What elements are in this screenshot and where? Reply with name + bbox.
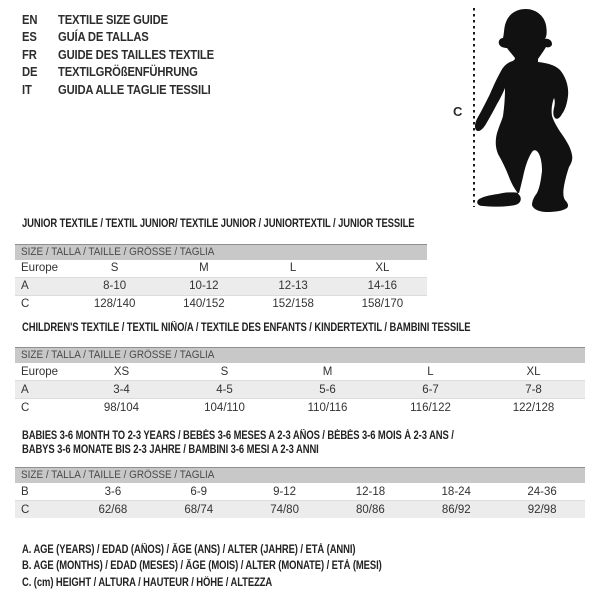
height-cell: 110/116 — [307, 401, 348, 414]
age-cell: 8-10 — [103, 280, 127, 292]
size-cell: M — [322, 365, 333, 378]
table-row-height — [15, 296, 427, 313]
legend — [22, 542, 600, 591]
table-row-age — [15, 381, 585, 399]
height-measure-figure — [452, 0, 600, 215]
language-code: FR — [22, 47, 37, 62]
age-cell: 4-5 — [216, 383, 233, 396]
age-cell: 12-13 — [278, 280, 308, 292]
language-row-es — [22, 29, 214, 47]
height-cell: 62/68 — [98, 503, 128, 516]
legend-line-c: C. (cm) HEIGHT / ALTURA / HAUTEUR / HÖHE / ALTEZZA — [22, 576, 273, 589]
children-table-title: CHILDREN'S TEXTILE / TEXTIL NIÑO/A / TEXTILE DES ENFANTS / KINDERTEXTIL / BAMBINI TESSILE — [22, 321, 471, 334]
size-cell: XL — [526, 365, 541, 378]
language-row-it — [22, 81, 214, 99]
height-cell: 158/170 — [361, 298, 404, 310]
age-cell: 10-12 — [189, 280, 219, 292]
language-title: TEXTILE SIZE GUIDE — [58, 12, 168, 27]
size-header-label: SIZE / TALLA / TAILLE / GRÖSSE / TAGLIA — [21, 469, 215, 481]
table-row-age-months — [15, 483, 585, 501]
age-cell: 7-8 — [525, 383, 542, 396]
language-code: EN — [22, 12, 38, 27]
height-cell: 98/104 — [103, 401, 140, 414]
height-cell: 128/140 — [93, 298, 136, 310]
language-title: GUÍA DE TALLAS — [58, 30, 149, 45]
row-label: B — [21, 485, 29, 498]
height-cell: 104/110 — [204, 401, 245, 414]
size-cell: S — [220, 365, 229, 378]
row-label: Europe — [21, 262, 59, 274]
age-cell: 9-12 — [273, 485, 297, 498]
age-cell: 6-7 — [422, 383, 439, 396]
table-row-europe — [15, 363, 585, 381]
row-label: Europe — [21, 365, 59, 378]
height-cell: 152/158 — [272, 298, 314, 310]
language-row-de — [22, 64, 214, 82]
row-label: A — [21, 280, 29, 292]
age-cell: 14-16 — [367, 280, 398, 292]
language-code: IT — [22, 82, 32, 97]
size-cell: M — [199, 262, 209, 274]
size-cell: L — [427, 365, 434, 378]
size-header-bar — [15, 347, 585, 363]
age-cell: 3-6 — [104, 485, 122, 498]
page-header — [0, 0, 600, 215]
language-list — [22, 11, 235, 99]
table-row-height — [15, 399, 585, 416]
row-label: C — [21, 298, 30, 310]
table-row-height — [15, 501, 585, 518]
measure-c-label: C — [453, 104, 463, 119]
size-header-label: SIZE / TALLA / TAILLE / GRÖSSE / TAGLIA — [21, 245, 215, 258]
age-cell: 3-4 — [113, 383, 130, 396]
height-cell: 86/92 — [441, 503, 471, 516]
legend-line-b: B. AGE (MONTHS) / EDAD (MESES) / ÂGE (MOIS) / ALTER (MONATE) / ETÀ (MESI) — [22, 560, 382, 573]
size-header-label: SIZE / TALLA / TAILLE / GRÖSSE / TAGLIA — [21, 349, 215, 361]
children-size-table — [15, 347, 585, 416]
language-code: ES — [22, 30, 37, 45]
babies-table-title-line1: BABIES 3-6 MONTH TO 2-3 YEARS / BEBÉS 3-6 MESES A 2-3 AÑOS / BÉBÉS 3-6 MOIS À 2-3 ANS / — [22, 430, 454, 442]
size-cell: L — [289, 262, 297, 274]
size-cell: S — [110, 262, 119, 274]
row-label: C — [21, 503, 30, 516]
size-cell: XL — [375, 262, 390, 274]
height-cell: 122/128 — [512, 401, 555, 414]
language-code: DE — [22, 65, 38, 80]
height-cell: 92/98 — [527, 503, 557, 516]
babies-section — [0, 416, 600, 518]
size-cell: XS — [113, 365, 130, 378]
junior-section — [0, 215, 600, 313]
size-header-bar — [15, 244, 427, 260]
legend-line-a: A. AGE (YEARS) / EDAD (AÑOS) / ÂGE (ANS) / ALTER (JAHRE) / ETÀ (ANNI) — [22, 544, 356, 556]
junior-table-title: JUNIOR TEXTILE / TEXTIL JUNIOR/ TEXTILE JUNIOR / JUNIORTEXTIL / JUNIOR TESSILE — [22, 218, 415, 230]
height-cell: 116/122 — [410, 401, 451, 414]
age-cell: 18-24 — [441, 485, 471, 498]
table-row-age — [15, 278, 427, 296]
row-label: C — [21, 401, 30, 414]
age-cell: 12-18 — [355, 485, 386, 498]
height-cell: 74/80 — [270, 503, 299, 516]
height-cell: 80/86 — [356, 503, 385, 516]
language-row-fr — [22, 46, 214, 64]
age-cell: 5-6 — [319, 383, 336, 396]
size-header-bar — [15, 467, 585, 483]
baby-silhouette-icon — [470, 0, 600, 215]
row-label: A — [21, 383, 29, 396]
age-cell: 24-36 — [527, 485, 557, 498]
babies-size-table — [15, 467, 585, 518]
language-title: GUIDA ALLE TAGLIE TESSILI — [58, 82, 211, 97]
table-row-europe — [15, 260, 427, 278]
language-title: TEXTILGRÖßENFÜHRUNG — [58, 65, 198, 80]
height-cell: 68/74 — [184, 503, 214, 516]
babies-table-title-line2: BABYS 3-6 MONATE BIS 2-3 JAHRE / BAMBINI 3-6 MESI A 2-3 ANNI — [22, 443, 319, 456]
language-title: GUIDE DES TAILLES TEXTILE — [58, 47, 214, 62]
height-cell: 140/152 — [183, 298, 225, 310]
children-section — [0, 313, 600, 417]
junior-size-table — [15, 244, 427, 313]
language-row-en — [22, 11, 214, 29]
age-cell: 6-9 — [190, 485, 208, 498]
